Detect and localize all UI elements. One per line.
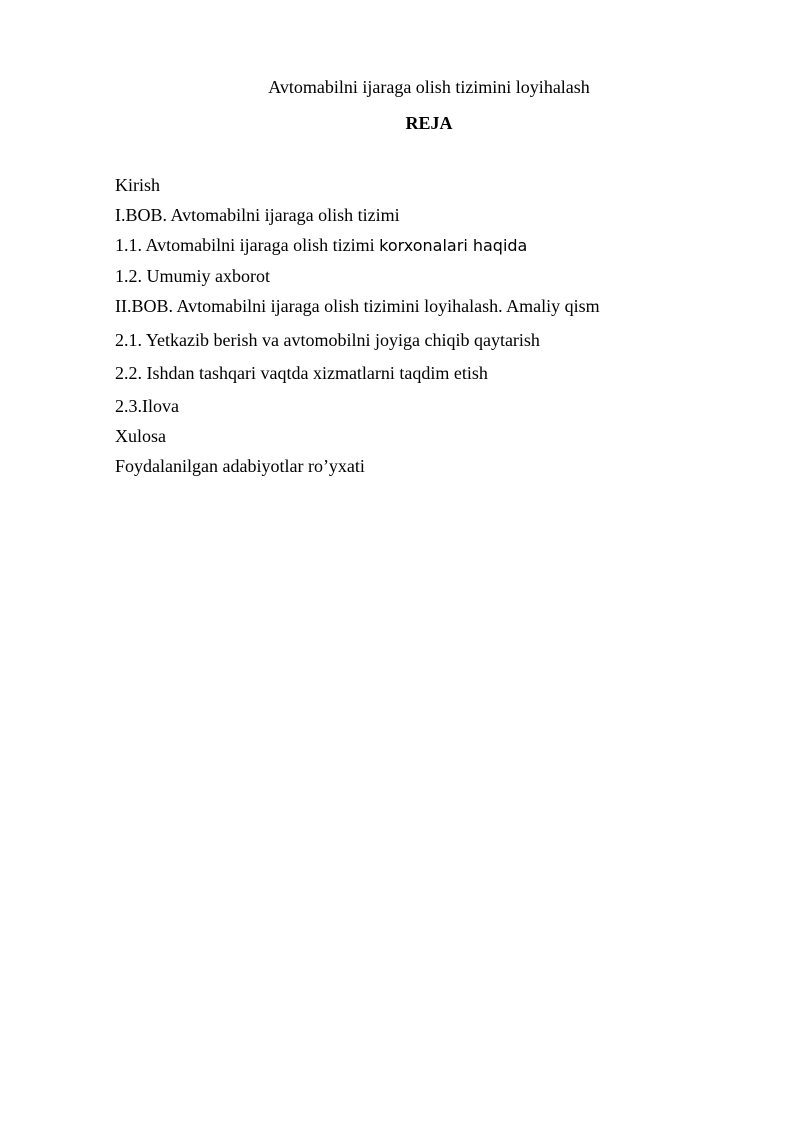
toc-item-conclusion: Xulosa xyxy=(115,426,166,446)
document-title: Avtomabilni ijaraga olish tizimini loyihalash xyxy=(268,77,590,97)
toc-item-1-2: 1.2. Umumiy axborot xyxy=(115,266,270,286)
toc-item-introduction: Kirish xyxy=(115,175,160,195)
toc-item-chapter-2: II.BOB. Avtomabilni ijaraga olish tizimini loyihalash. Amaliy qism xyxy=(115,296,600,316)
toc-item-chapter-1: I.BOB. Avtomabilni ijaraga olish tizimi xyxy=(115,205,400,225)
toc-item-1-1 xyxy=(115,234,527,257)
toc-item-1-1-main: 1.1. Avtomabilni ijaraga olish tizimi xyxy=(115,235,380,255)
toc-item-2-1: 2.1. Yetkazib berish va avtomobilni joyiga chiqib qaytarish xyxy=(115,330,540,350)
toc-item-references: Foydalanilgan adabiyotlar ro’yxati xyxy=(115,456,365,476)
toc-item-1-1-tail: korxonalari haqida xyxy=(379,236,528,255)
toc-item-2-3: 2.3.Ilova xyxy=(115,396,179,416)
toc-item-2-2: 2.2. Ishdan tashqari vaqtda xizmatlarni taqdim etish xyxy=(115,363,488,383)
plan-heading: REJA xyxy=(405,113,453,133)
